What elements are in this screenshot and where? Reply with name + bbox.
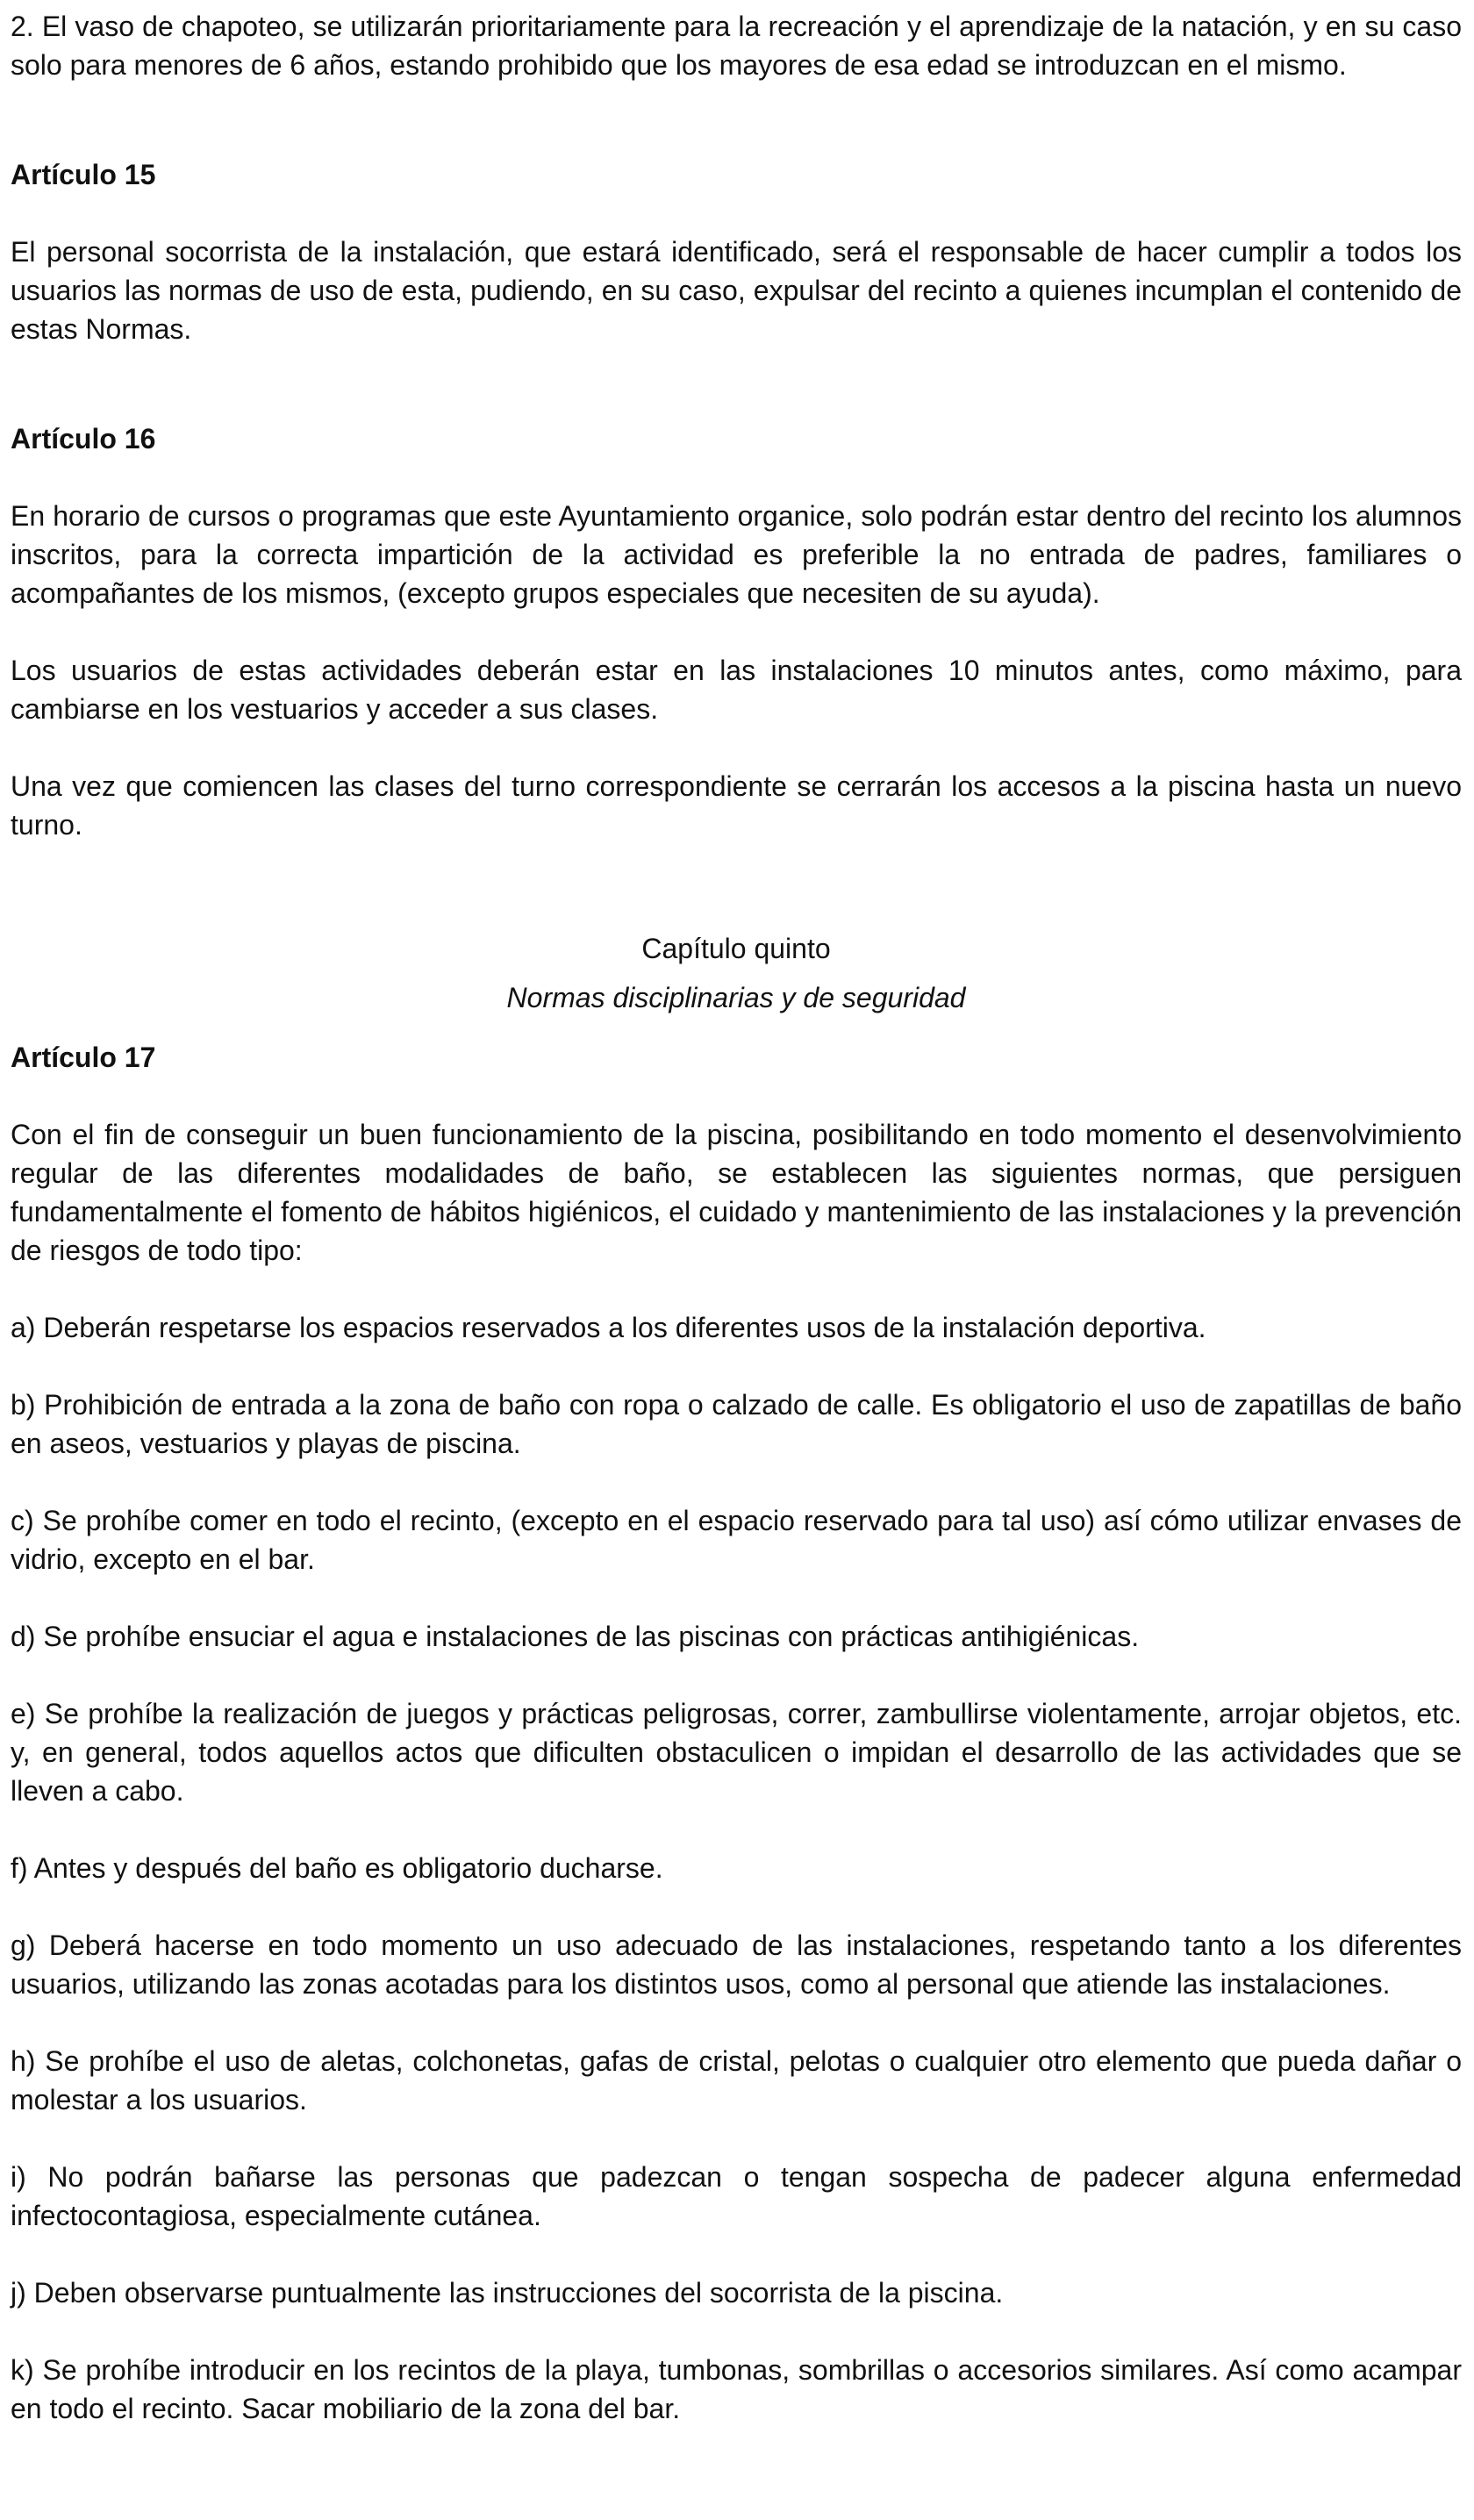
rule-item-b: b) Prohibición de entrada a la zona de baño con ropa o calzado de calle. Es obligatorio el uso de zapatillas de baño en aseos, vestuarios y playas de piscina. — [11, 1389, 1462, 1459]
paragraph-2: 2. El vaso de chapoteo, se utilizarán prioritariamente para la recreación y el aprendizaje de la natación, y en su caso solo para menores de 6 años, estando prohibido que los mayores de esa edad se introduzcan en el mismo. — [11, 11, 1462, 81]
rule-item-d: d) Se prohíbe ensuciar el agua e instalaciones de las piscinas con prácticas antihigiénicas. — [11, 1621, 1140, 1652]
rule-item-k: k) Se prohíbe introducir en los recintos de la playa, tumbonas, sombrillas o accesorios similares. Así como acampar en todo el recinto. Sacar mobiliario de la zona del bar. — [11, 2354, 1462, 2424]
rule-item-e: e) Se prohíbe la realización de juegos y prácticas peligrosas, correr, zambullirse violentamente, arrojar objetos, etc. y, en general, todos aquellos actos que dificulten obstaculicen o impidan el desarrollo de las actividades que se lleven a cabo. — [11, 1698, 1462, 1807]
rule-item-i: i) No podrán bañarse las personas que padezcan o tengan sospecha de padecer alguna enfermedad infectocontagiosa, especialmente cutánea. — [11, 2161, 1462, 2231]
article-15-paragraph: El personal socorrista de la instalación, que estará identificado, será el responsable de hacer cumplir a todos los usuarios las normas de uso de esta, pudiendo, en su caso, expulsar del recinto a quienes incumplan el contenido de estas Normas. — [11, 236, 1462, 345]
article-16-paragraph-2: Los usuarios de estas actividades deberán estar en las instalaciones 10 minutos antes, como máximo, para cambiarse en los vestuarios y acceder a sus clases. — [11, 655, 1462, 725]
article-17-heading: Artículo 17 — [11, 1042, 156, 1073]
article-16-heading: Artículo 16 — [11, 423, 156, 455]
rule-item-g: g) Deberá hacerse en todo momento un uso adecuado de las instalaciones, respetando tanto a los diferentes usuarios, utilizando las zonas acotadas para los distintos usos, como al personal que atiende las instalaciones. — [11, 1929, 1462, 2000]
chapter-subtitle: Normas disciplinarias y de seguridad — [506, 982, 966, 1013]
rule-item-h: h) Se prohíbe el uso de aletas, colchonetas, gafas de cristal, pelotas o cualquier otro elemento que pueda dañar o molestar a los usuarios. — [11, 2045, 1462, 2116]
article-17-intro: Con el fin de conseguir un buen funcionamiento de la piscina, posibilitando en todo momento el desenvolvimiento regular de las diferentes modalidades de baño, se establecen las siguientes normas, que persiguen fundamentalmente el fomento de hábitos higiénicos, el cuidado y mantenimiento de las instalaciones y la prevención de riesgos de todo tipo: — [11, 1119, 1462, 1266]
article-16-paragraph-1: En horario de cursos o programas que este Ayuntamiento organice, solo podrán estar dentro del recinto los alumnos inscritos, para la correcta impartición de la actividad es preferible la no entrada de padres, familiares o acompañantes de los mismos, (excepto grupos especiales que necesiten de su ayuda). — [11, 500, 1462, 609]
rule-item-c: c) Se prohíbe comer en todo el recinto, (excepto en el espacio reservado para tal uso) así cómo utilizar envases de vidrio, excepto en el bar. — [11, 1505, 1462, 1575]
rule-item-f: f) Antes y después del baño es obligatorio ducharse. — [11, 1852, 663, 1884]
chapter-title: Capítulo quinto — [641, 933, 831, 964]
rule-item-a: a) Deberán respetarse los espacios reservados a los diferentes usos de la instalación deportiva. — [11, 1312, 1206, 1343]
article-15-heading: Artículo 15 — [11, 159, 156, 190]
article-16-paragraph-3: Una vez que comiencen las clases del turno correspondiente se cerrarán los accesos a la piscina hasta un nuevo turno. — [11, 770, 1462, 841]
rule-item-j: j) Deben observarse puntualmente las instrucciones del socorrista de la piscina. — [11, 2277, 1004, 2309]
